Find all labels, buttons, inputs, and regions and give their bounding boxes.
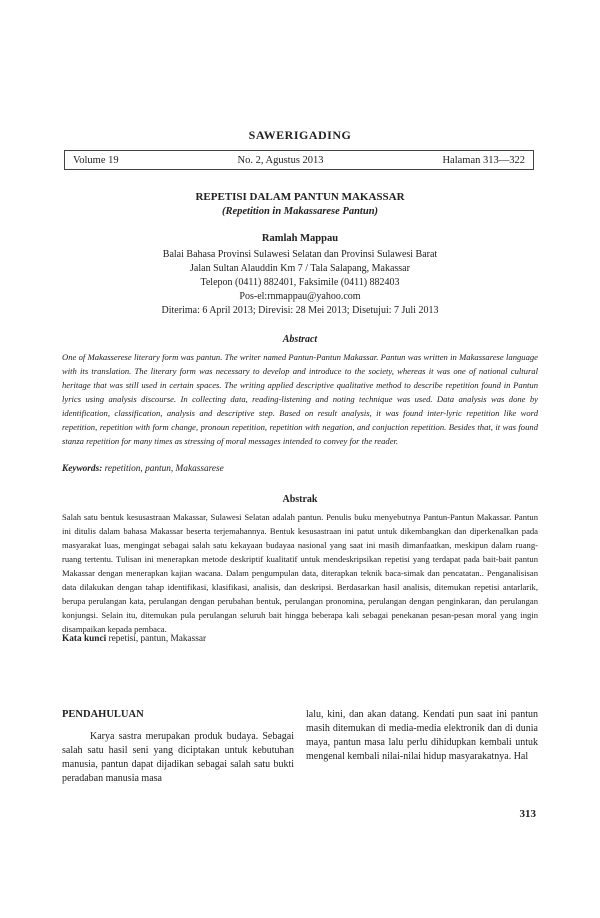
- intro-paragraph-right: lalu, kini, dan akan datang. Kendati pun saat ini pantun masih ditemukan di media-media elektronik dan di dunia maya, pantun masa lalu perlu dihidupkan kembali untuk mengenal kembali nilai-nilai hidup masyarakatnya. Hal: [306, 709, 538, 762]
- affiliation-institution: Balai Bahasa Provinsi Sulawesi Selatan dan Provinsi Sulawesi Barat: [162, 249, 438, 260]
- keywords-en-values: repetition, pantun, Makassarese: [104, 464, 224, 474]
- abstract-id-text: Salah satu bentuk kesusastraan Makassar, Sulawesi Selatan adalah pantun. Penulis buku menyebutnya Pantun-Pantun Makassar. Pantun ini ditulis dalam bahasa Makassar beserta terjemahannya. Bentuk kesusastraan ini patut untuk dikembangkan dan diperkenalkan pada masyarakat luas, mengingat sebagai salah satu kekayaan budayaa nasional yang saat ini masih dimanfaatkan, meskipun dalam ruang-ruang tertentu. Tulisan ini menerapkan metode deskriptif kualitatif untuk mendeskripsikan repetisi yang terdapat pada bait-bait pantun Makassar dengan menerapkan kajian wacana. Dalam pengumpulan data, diterapkan teknik baca-simak dan pencatatan.. Penganalisisan data dilakukan dengan tahap identifikasi, klasifikasi, analisis, dan deskripsi. Berdasarkan hasil analisis, ditemukan repetisi antarlarik, berupa perulangan kata, perulangan dengan perubahan bentuk, perulangan pronomina, perulangan dengan penginkaran, dan perulangan konjungsi. Selain itu, ditemukan pula perulangan seluruh bait hingga beberapa kali sebagai penekanan pesan-pesan moral yang ingin disampaikan kepada pembaca.: [62, 512, 538, 634]
- article-subtitle: (Repetition in Makassarese Pantun): [221, 206, 379, 217]
- submission-dates: Diterima: 6 April 2013; Direvisi: 28 Mei 2013; Disetujui: 7 Juli 2013: [161, 305, 439, 316]
- body-column-left: [62, 708, 294, 786]
- page-number: 313: [519, 808, 536, 820]
- affiliation-address: Jalan Sultan Alauddin Km 7 / Tala Salapang, Makassar: [190, 263, 410, 274]
- abstract-id-heading: Abstrak: [282, 494, 318, 505]
- body-column-right: [306, 708, 538, 764]
- keywords-en-label: Keywords:: [62, 464, 103, 474]
- issue-info-box: [64, 150, 534, 170]
- journal-name: SAWERIGADING: [248, 128, 352, 142]
- abstract-en-text: One of Makasserese literary form was pantun. The writer named Pantun-Pantun Makassar. Pantun was written in Makassarese language with its translation. The literary form was necessary to develop and introduce to the society, whereas it was one of national cultural heritage that was still used in certain spaces. The writing applied descriptive qualitative method to describe repetition found in Pantun lyrics using analysis discourse. In collecting data, reading-listening and noting technique was used. Data analysis was done by identification, classification, analysis and descriptive step. Based on result analysis, it was found inter-lyric repetition like word repetition, repetition with form change, pronoun repetition, repetition with negation, and conjuction repetition. Besides that, it was found stanza repetition for many times as stressing of moral messages intended to convey for the reader.: [62, 352, 538, 446]
- pages-label: Halaman 313—322: [442, 154, 525, 166]
- keywords-id: [62, 634, 538, 644]
- volume-label: Volume 19: [73, 154, 119, 166]
- section-heading: PENDAHULUAN: [62, 709, 144, 720]
- issue-label: No. 2, Agustus 2013: [237, 154, 324, 166]
- keywords-id-label: Kata kunci: [62, 634, 107, 644]
- affiliation-phone: Telepon (0411) 882401, Faksimile (0411) 882403: [200, 277, 400, 288]
- affiliation-email: Pos-el:rnmappau@yahoo.com: [239, 291, 361, 302]
- abstract-en-heading: Abstract: [282, 334, 318, 345]
- article-title: REPETISI DALAM PANTUN MAKASSAR: [195, 191, 405, 203]
- intro-paragraph-left: Karya sastra merupakan produk budaya. Sebagai salah satu hasil seni yang diciptakan untuk kebutuhan manusia, pantun dapat dijadikan sebagai salah satu bukti peradaban manusia masa: [62, 731, 294, 784]
- keywords-en: [62, 464, 538, 474]
- author-name: Ramlah Mappau: [261, 233, 339, 244]
- keywords-id-values: repetisi, pantun, Makassar: [108, 634, 207, 644]
